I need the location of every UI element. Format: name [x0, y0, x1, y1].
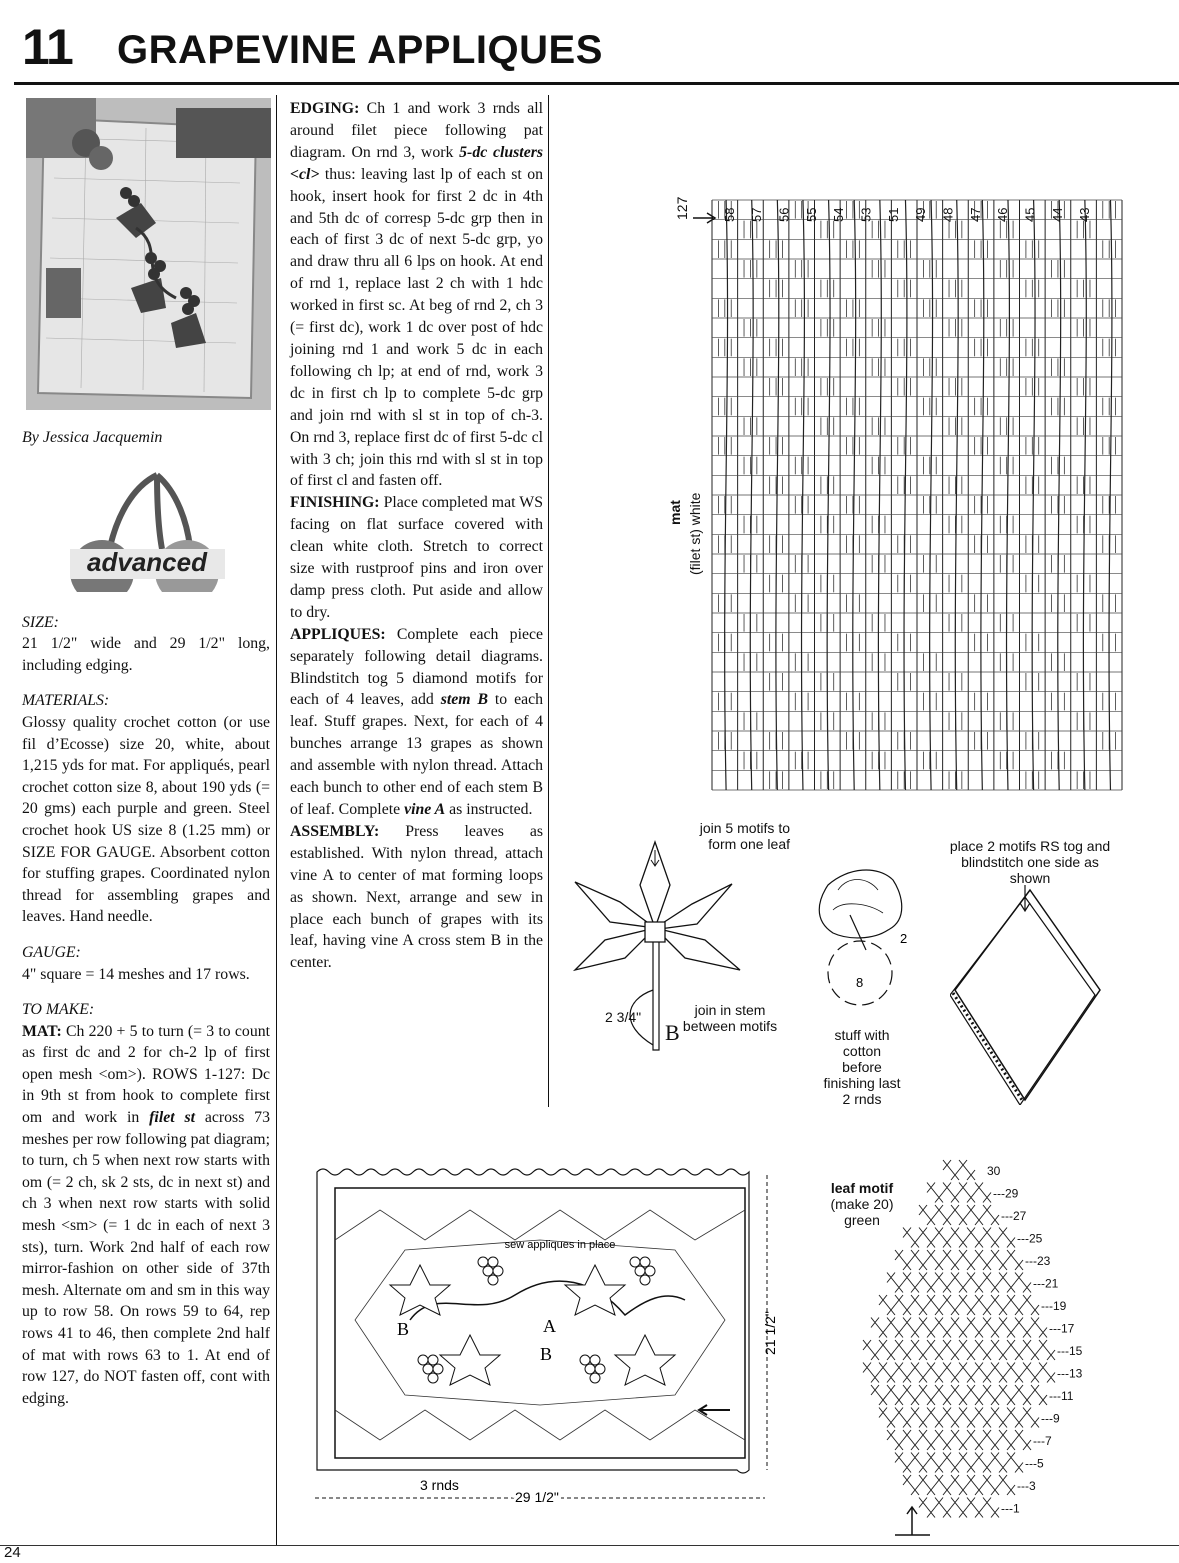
motif-row-label: ---21	[1033, 1276, 1059, 1291]
leaf-stem-label: join in stem between motifs	[682, 1002, 778, 1034]
column-middle	[290, 98, 543, 974]
single-crochet-cross	[903, 1475, 919, 1495]
single-crochet-cross	[991, 1453, 1007, 1473]
single-crochet-cross	[983, 1228, 999, 1248]
size-heading: SIZE:	[22, 613, 59, 631]
mat-heading: MAT:	[22, 1022, 62, 1040]
single-crochet-cross	[927, 1363, 943, 1383]
motif-row-label: ---15	[1057, 1344, 1083, 1358]
single-crochet-cross	[967, 1318, 983, 1338]
finishing-text: Place completed mat WS facing on flat surface covered with clean white cloth. Stretch to correct size with rustproof pins and iron over damp press cloth. Put aside and allow to dry.	[290, 494, 543, 621]
single-crochet-cross	[959, 1363, 975, 1383]
chart-column-label: 45	[1022, 207, 1038, 222]
single-crochet-cross	[879, 1340, 895, 1360]
single-crochet-cross	[967, 1228, 983, 1248]
single-crochet-cross	[927, 1340, 943, 1360]
single-crochet-cross	[951, 1430, 967, 1450]
single-crochet-cross	[951, 1385, 967, 1405]
single-crochet-cross	[935, 1273, 951, 1293]
column-left	[22, 95, 270, 1409]
leaf-motif-color: green	[844, 1212, 880, 1228]
motif-row-label: ---29	[993, 1186, 1019, 1201]
assembly-rnds: 3 rnds	[420, 1477, 459, 1493]
single-crochet-cross	[943, 1340, 959, 1360]
single-crochet-cross	[1031, 1318, 1047, 1338]
appliques-text-a: Complete each piece separately following detail diagrams. Blindstitch tog 5 diamond motifs for each of 4 leaves, add	[290, 625, 543, 709]
single-crochet-cross	[991, 1340, 1007, 1360]
single-crochet-cross	[951, 1318, 967, 1338]
single-crochet-cross	[967, 1385, 983, 1405]
single-crochet-cross	[967, 1205, 983, 1225]
single-crochet-cross	[1007, 1340, 1023, 1360]
chart-column-label: 51	[885, 207, 901, 222]
single-crochet-cross	[1039, 1340, 1055, 1360]
single-crochet-cross	[983, 1273, 999, 1293]
single-crochet-cross	[879, 1295, 895, 1315]
single-crochet-cross	[903, 1318, 919, 1338]
single-crochet-cross	[983, 1430, 999, 1450]
motif-row-label: ---13	[1057, 1366, 1083, 1381]
motif-row-label: ---17	[1049, 1321, 1075, 1336]
single-crochet-cross	[991, 1363, 1007, 1383]
assembly-letter-b-left: B	[397, 1319, 410, 1339]
single-crochet-cross	[951, 1228, 967, 1248]
single-crochet-cross	[927, 1250, 943, 1270]
chart-column-label: 43	[1077, 207, 1093, 222]
chart-column-label: 56	[776, 207, 792, 222]
single-crochet-cross	[935, 1318, 951, 1338]
arrow-icon	[699, 1405, 730, 1415]
single-crochet-cross	[919, 1273, 935, 1293]
assembly-letter-b: B	[540, 1344, 553, 1364]
single-crochet-cross	[959, 1453, 975, 1473]
single-crochet-cross	[967, 1430, 983, 1450]
diamond-label: place 2 motifs RS tog and blindstitch one side as shown	[949, 838, 1111, 886]
motif-row-label: ---7	[1033, 1434, 1052, 1448]
assembly-sew-label: sew appliques in place	[504, 1239, 616, 1251]
single-crochet-cross	[983, 1318, 999, 1338]
single-crochet-cross	[999, 1385, 1015, 1405]
single-crochet-cross	[959, 1295, 975, 1315]
single-crochet-cross	[919, 1498, 935, 1518]
single-crochet-cross	[927, 1295, 943, 1315]
single-crochet-cross	[895, 1408, 911, 1428]
single-crochet-cross	[1007, 1250, 1023, 1270]
single-crochet-cross	[999, 1475, 1015, 1495]
chart-column-label: 47	[967, 207, 983, 222]
single-crochet-cross	[1007, 1295, 1023, 1315]
page-title: GRAPEVINE APPLIQUES	[117, 28, 603, 72]
chart-title: mat	[667, 500, 683, 525]
appliques-text-c: as instructed.	[449, 801, 533, 818]
chart-grid	[712, 200, 1122, 790]
single-crochet-cross	[943, 1363, 959, 1383]
single-crochet-cross	[983, 1498, 999, 1518]
motif-row-label: ---25	[1017, 1231, 1043, 1246]
motif-row-label: ---11	[1049, 1389, 1074, 1403]
single-crochet-cross	[903, 1228, 919, 1248]
single-crochet-cross	[999, 1430, 1015, 1450]
single-crochet-cross	[919, 1385, 935, 1405]
assembly-heading: ASSEMBLY:	[290, 822, 380, 840]
single-crochet-cross	[919, 1318, 935, 1338]
single-crochet-cross	[975, 1340, 991, 1360]
single-crochet-cross	[959, 1250, 975, 1270]
chart-subtitle: (filet st) white	[687, 492, 703, 575]
assembly-height: 21 1/2"	[762, 1311, 778, 1355]
assembly-letter-a: A	[543, 1316, 556, 1336]
single-crochet-cross	[967, 1273, 983, 1293]
single-crochet-cross	[959, 1408, 975, 1428]
single-crochet-cross	[983, 1475, 999, 1495]
motif-row-labels	[987, 1164, 1083, 1516]
single-crochet-cross	[1015, 1430, 1031, 1450]
single-crochet-cross	[975, 1295, 991, 1315]
single-crochet-cross	[911, 1340, 927, 1360]
single-crochet-cross	[887, 1318, 903, 1338]
single-crochet-cross	[871, 1318, 887, 1338]
single-crochet-cross	[935, 1228, 951, 1248]
single-crochet-cross	[935, 1205, 951, 1225]
single-crochet-cross	[895, 1453, 911, 1473]
single-crochet-cross	[887, 1273, 903, 1293]
single-crochet-cross	[863, 1340, 879, 1360]
advanced-badge	[62, 467, 232, 592]
motif-row-label: 30	[987, 1164, 1001, 1178]
chart-column-label: 44	[1049, 207, 1065, 222]
single-crochet-cross	[927, 1183, 943, 1203]
single-crochet-cross	[903, 1385, 919, 1405]
single-crochet-cross	[951, 1498, 967, 1518]
single-crochet-cross	[879, 1408, 895, 1428]
assembly-width: 29 1/2"	[515, 1489, 559, 1505]
single-crochet-cross	[999, 1273, 1015, 1293]
single-crochet-cross	[991, 1250, 1007, 1270]
chart-column-label: 55	[803, 207, 819, 222]
single-crochet-cross	[975, 1408, 991, 1428]
stem-term: stem B	[440, 691, 488, 709]
grape-diagram	[808, 865, 918, 1025]
page-number: 24	[4, 1544, 21, 1561]
leaf-join-label: join 5 motifs to form one leaf	[699, 820, 790, 852]
single-crochet-cross	[935, 1498, 951, 1518]
single-crochet-cross	[911, 1408, 927, 1428]
single-crochet-cross	[959, 1340, 975, 1360]
single-crochet-cross	[999, 1318, 1015, 1338]
single-crochet-cross	[1039, 1363, 1055, 1383]
appliques-paragraph	[290, 624, 543, 821]
materials-text: Glossy quality crochet cotton (or use fil d’Ecosse) size 20, white, about 1,215 yds for mat. For appliqués, pearl crochet cotton size 8, about 190 yds (= 20 gms) each purple and green. Steel crochet hook US size 8 (1.25 mm) or SIZE FOR GAUGE. Absorbent cotton for stuffing grapes. Coordinated nylon thread for assembling grapes and leaves. Hand needle.	[22, 713, 270, 926]
leaf-dimension: 2 3/4"	[605, 1009, 642, 1025]
single-crochet-cross	[887, 1430, 903, 1450]
byline: By Jessica Jacquemin	[22, 429, 163, 446]
chart-column-label: 58	[721, 207, 737, 222]
single-crochet-cross	[887, 1385, 903, 1405]
column-rule-left	[276, 95, 277, 1545]
single-crochet-cross	[1007, 1453, 1023, 1473]
single-crochet-cross	[975, 1183, 991, 1203]
single-crochet-cross	[951, 1273, 967, 1293]
single-crochet-cross	[903, 1273, 919, 1293]
single-crochet-cross	[927, 1453, 943, 1473]
gauge-heading: GAUGE:	[22, 943, 81, 961]
single-crochet-cross	[895, 1340, 911, 1360]
leaf-motif-title: leaf motif	[830, 1180, 894, 1196]
bottom-rule	[0, 1545, 1179, 1546]
leaf-motif-note: (make 20)	[830, 1196, 894, 1212]
single-crochet-cross	[895, 1250, 911, 1270]
motif-row-label: ---3	[1017, 1479, 1036, 1493]
assembly-text: Press leaves as established. With nylon thread, attach vine A to center of mat forming loops as shown. Next, arrange and sew in place each bunch of grapes with its leaf, having vine A cross stem B in the center.	[290, 822, 543, 972]
single-crochet-cross	[1023, 1363, 1039, 1383]
single-crochet-cross	[1015, 1318, 1031, 1338]
single-crochet-cross	[895, 1295, 911, 1315]
single-crochet-cross	[935, 1475, 951, 1495]
single-crochet-cross	[943, 1250, 959, 1270]
page-header	[14, 18, 1179, 85]
start-arrow-icon	[895, 1507, 930, 1535]
single-crochet-cross	[1023, 1340, 1039, 1360]
single-crochet-cross	[1031, 1385, 1047, 1405]
single-crochet-cross	[911, 1295, 927, 1315]
chart-row-label: 127	[674, 196, 690, 220]
single-crochet-cross	[919, 1475, 935, 1495]
single-crochet-cross	[1007, 1408, 1023, 1428]
diamond-diagram	[950, 885, 1110, 1105]
single-crochet-cross	[951, 1475, 967, 1495]
mat-assembly-diagram	[305, 1160, 780, 1520]
single-crochet-cross	[879, 1363, 895, 1383]
size-text: 21 1/2" wide and 29 1/2" long, including edging.	[22, 635, 270, 674]
single-crochet-cross	[975, 1453, 991, 1473]
finishing-paragraph	[290, 492, 543, 623]
single-crochet-cross	[943, 1453, 959, 1473]
pattern-number: 11	[22, 19, 73, 75]
single-crochet-cross	[983, 1205, 999, 1225]
single-crochet-cross	[911, 1453, 927, 1473]
single-crochet-cross	[911, 1363, 927, 1383]
single-crochet-cross	[983, 1385, 999, 1405]
single-crochet-cross	[951, 1205, 967, 1225]
level-badge-text: advanced	[87, 546, 207, 577]
assembly-paragraph	[290, 821, 543, 974]
motif-row-label: ---19	[1041, 1299, 1067, 1313]
single-crochet-cross	[975, 1363, 991, 1383]
chart-column-label: 57	[749, 207, 765, 222]
column-rule-mid	[548, 95, 549, 1107]
motif-row-label: ---9	[1041, 1411, 1060, 1426]
single-crochet-cross	[967, 1498, 983, 1518]
mat-text-b: across 73 meshes per row following pat diagram; to turn, ch 5 when next row starts with om (= 2 ch, sk 2 sts, dc in next st) and ch 3 when next row starts with solid mesh <sm> (= 1 dc in each of next 3 sts), turn. Work 2nd half of each row mirror-fashion on other side of 37th mesh. Alternate om and sm in this way up to row 58. On rows 59 to 64, rep rows 41 to 46, then complete 2nd half of mat with rows 63 to 1. At end of row 127, do NOT fasten off, cont with edging.	[22, 1109, 270, 1407]
grape-label: stuff with cotton before finishing last 2 rnds	[823, 1027, 901, 1107]
single-crochet-cross	[1023, 1295, 1039, 1315]
leaf-stem-letter: B	[665, 1020, 680, 1045]
single-crochet-cross	[943, 1183, 959, 1203]
single-crochet-cross	[919, 1205, 935, 1225]
motif-row-label: ---1	[1001, 1501, 1020, 1516]
leaf-assembly-diagram	[565, 830, 795, 1070]
gauge-text: 4" square = 14 meshes and 17 rows.	[22, 965, 250, 983]
single-crochet-cross	[967, 1475, 983, 1495]
single-crochet-cross	[943, 1160, 959, 1180]
grape-num-top: 2	[900, 931, 908, 946]
single-crochet-cross	[991, 1295, 1007, 1315]
single-crochet-cross	[863, 1363, 879, 1383]
edging-paragraph	[290, 98, 543, 492]
chart-column-label: 46	[995, 207, 1011, 222]
mat-text-a: Ch 220 + 5 to turn (= 3 to count as first dc and 2 for ch-2 lp of first open mesh <om>). ROWS 1-127: Dc in 9th st from hook to complete first om and work in	[22, 1022, 270, 1127]
single-crochet-cross	[975, 1250, 991, 1270]
single-crochet-cross	[943, 1295, 959, 1315]
single-crochet-cross	[1015, 1385, 1031, 1405]
single-crochet-cross	[871, 1385, 887, 1405]
single-crochet-cross	[991, 1408, 1007, 1428]
edging-heading: EDGING:	[290, 100, 360, 117]
single-crochet-cross	[959, 1183, 975, 1203]
motif-row-label: ---5	[1025, 1456, 1044, 1471]
finishing-heading: FINISHING:	[290, 494, 380, 512]
single-crochet-cross	[935, 1385, 951, 1405]
mat-instructions	[22, 1021, 270, 1410]
single-crochet-cross	[895, 1363, 911, 1383]
materials-heading: MATERIALS:	[22, 692, 110, 710]
single-crochet-cross	[1007, 1363, 1023, 1383]
single-crochet-cross	[935, 1430, 951, 1450]
motif-row-label: ---23	[1025, 1254, 1051, 1268]
leaf-motif-diagram	[850, 1150, 1100, 1540]
appliques-heading: APPLIQUES:	[290, 625, 386, 643]
edging-text-a: Ch 1 and work 3 rnds all around filet piece following pat diagram. On rnd 3, work	[290, 100, 543, 161]
grape-num-bottom: 8	[856, 975, 864, 990]
single-crochet-cross	[959, 1160, 975, 1180]
appliques-text-b: to each leaf. Stuff grapes. Next, for each of 4 bunches arrange 13 grapes as shown and assemble with nylon thread. Attach each bunch to other end of each stem B of leaf. Complete	[290, 691, 544, 818]
single-crochet-cross	[999, 1228, 1015, 1248]
chart-column-label: 53	[858, 207, 874, 222]
single-crochet-cross	[911, 1250, 927, 1270]
single-crochet-cross	[1015, 1273, 1031, 1293]
motif-row-label: ---27	[1001, 1209, 1027, 1223]
filet-chart	[660, 170, 1130, 825]
edging-text-b: thus: leaving last lp of each st on hook, insert hook for first 2 dc in 4th and 5th dc of corresp 5-dc grp then in each of first 3 dc of next 5-dc grp, yo and draw thru all 6 lps on hook. At end of rnd 1, replace last 2 ch with 1 hdc worked in first sc. At beg of rnd 2, ch 3 (= first dc), work 1 dc over post of hdc joining rnd 1 and work 5 dc in each following ch lp; at end of rnd, work 3 dc in first ch lp to complete 5-dc grp and join rnd with sl st in top of ch-3. On rnd 3, replace first dc of first 5-dc cl with 3 ch; join this rnd with sl st in top of first cl and fasten off.	[290, 165, 543, 490]
single-crochet-cross	[1023, 1408, 1039, 1428]
single-crochet-cross	[903, 1430, 919, 1450]
single-crochet-cross	[927, 1408, 943, 1428]
mat-term: filet st	[149, 1109, 195, 1127]
chart-column-label: 48	[940, 207, 956, 222]
chart-column-label: 54	[831, 207, 847, 222]
chart-column-label: 49	[913, 207, 929, 222]
single-crochet-cross	[919, 1228, 935, 1248]
to-make-heading: TO MAKE:	[22, 1001, 95, 1019]
edging-term: 5-dc clusters <cl>	[290, 143, 544, 183]
vine-term: vine A	[404, 801, 446, 818]
single-crochet-cross	[919, 1430, 935, 1450]
single-crochet-cross	[943, 1408, 959, 1428]
